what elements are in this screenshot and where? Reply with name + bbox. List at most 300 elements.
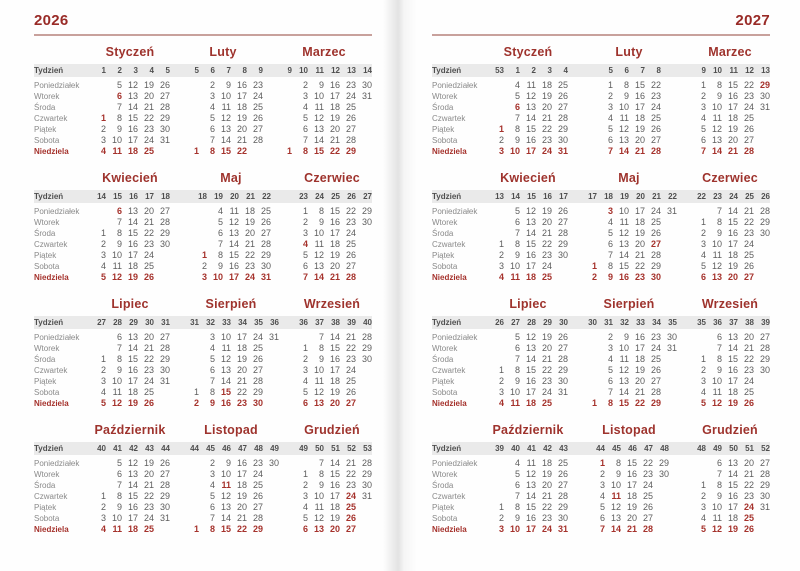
day-number: 18 [634,113,645,123]
day-number: 15 [127,113,138,123]
weekday-label: Niedziela [34,147,69,156]
weeks-area [90,190,372,203]
weekday-row [34,135,372,146]
day-number [581,332,597,343]
day-number: 29 [759,217,770,227]
day-number: 5 [599,502,605,512]
month-day-numbers [690,113,770,124]
day-number: 24 [650,343,661,353]
month-title: Maj [220,171,242,185]
day-number: 22 [143,113,154,123]
week-number: 23 [713,192,722,201]
weekday-label: Czwartek [34,114,68,123]
month-day-numbers [292,365,372,376]
day-number: 4 [100,146,106,156]
day-number: 13 [618,135,629,145]
day-number: 19 [143,458,154,468]
day-number: 20 [143,332,154,342]
day-number: 8 [716,217,722,227]
day-number [183,365,199,376]
day-number: 10 [618,343,629,353]
day-number: 14 [618,250,629,260]
day-number [154,261,170,272]
day-number: 8 [116,354,122,364]
day-number: 19 [143,80,154,90]
day-number [154,146,170,157]
quarter-row [34,45,372,157]
weekday-row [432,365,770,376]
day-number: 7 [607,250,613,260]
month-day-numbers [581,228,677,239]
day-number: 13 [228,228,239,238]
day-number: 18 [236,102,247,112]
week-number: 41 [113,444,122,453]
weekday-label: Czwartek [432,366,466,375]
week-number: 26 [495,318,504,327]
day-number [90,332,106,343]
weekday-row [432,524,770,535]
month-week-numbers [292,442,372,455]
day-number: 17 [127,513,138,523]
day-number [581,387,597,398]
weekday-row [34,491,372,502]
weekday-row [432,217,770,228]
day-number [356,376,372,387]
day-number [191,228,207,239]
day-number: 18 [329,376,340,386]
week-number: 22 [262,192,271,201]
day-number: 22 [345,469,356,479]
day-number: 6 [209,502,215,512]
day-number: 4 [514,458,520,468]
day-number: 10 [220,91,231,101]
day-number: 20 [541,217,552,227]
day-number: 7 [116,217,122,227]
weekday-row [432,332,770,343]
day-number: 31 [260,272,271,282]
day-number: 10 [711,502,722,512]
day-number: 18 [329,239,340,249]
day-number: 6 [514,102,520,112]
month-day-numbers [488,398,568,409]
day-number: 19 [329,513,340,523]
day-number: 8 [514,502,520,512]
month-day-numbers [589,480,669,491]
day-number [690,206,706,217]
days-area [488,239,770,250]
week-number: 30 [588,318,597,327]
month-day-numbers [292,513,372,524]
day-number: 14 [127,217,138,227]
day-number: 4 [607,113,613,123]
day-number: 8 [116,113,122,123]
day-number: 11 [619,217,629,227]
day-number: 6 [700,135,706,145]
day-number: 4 [209,480,215,490]
weeks-area [488,316,770,329]
weekday-row [432,102,770,113]
month-week-numbers [488,64,568,77]
day-number [356,239,372,250]
weekday-row [432,124,770,135]
month-day-numbers [183,135,263,146]
month-title: Sierpień [603,297,655,311]
day-number: 29 [159,113,170,123]
day-number: 28 [557,228,568,238]
day-number: 11 [611,491,621,501]
day-number: 21 [634,146,645,156]
day-number [653,513,669,524]
day-number: 4 [599,491,605,501]
day-number: 16 [634,332,645,342]
day-number: 27 [159,469,170,479]
day-number [90,458,106,469]
day-number: 24 [650,206,661,216]
week-number: 9 [258,66,263,75]
day-number: 1 [193,146,199,156]
day-number: 29 [252,387,263,397]
day-number: 13 [525,480,536,490]
month-week-numbers [488,442,568,455]
day-number: 30 [361,354,372,364]
months-grid [34,45,372,535]
week-number: 17 [588,192,597,201]
month-title: Lipiec [509,297,547,311]
week-number: 27 [97,318,106,327]
day-number: 27 [557,480,568,490]
month-day-numbers [690,469,770,480]
weekday-label: Wtorek [34,92,60,101]
day-number: 20 [541,480,552,490]
week-number: 2 [117,66,122,75]
day-number: 1 [193,387,199,397]
month-day-numbers [488,387,568,398]
day-number: 2 [302,80,308,90]
day-number: 8 [716,354,722,364]
day-number: 5 [700,524,706,534]
weekday-label: Sobota [34,136,60,145]
day-number: 7 [514,491,520,501]
day-number: 18 [244,206,255,216]
month-day-numbers [581,387,677,398]
day-number: 26 [159,80,170,90]
month-title: Sierpień [205,297,257,311]
day-number: 4 [217,206,223,216]
day-number [661,354,677,365]
week-number: 15 [527,192,536,201]
day-number: 27 [159,332,170,342]
week-number: 31 [161,318,170,327]
quarter-row [34,423,372,535]
day-number: 12 [711,524,722,534]
day-number: 1 [700,354,706,364]
day-number: 28 [557,491,568,501]
weeks-area [488,442,770,455]
day-number: 30 [159,365,170,375]
day-number: 27 [759,332,770,342]
day-number: 16 [525,135,536,145]
day-number: 15 [127,491,138,501]
day-number [263,343,279,354]
weekday-label: Czwartek [34,492,68,501]
day-number: 4 [498,398,504,408]
day-number [754,261,770,272]
day-number: 13 [711,135,722,145]
month-title: Grudzień [702,423,758,437]
day-number: 5 [217,217,223,227]
day-number: 4 [607,217,613,227]
day-number: 26 [557,332,568,342]
day-number: 28 [759,206,770,216]
weekday-label: Środa [432,229,454,238]
day-number: 18 [634,217,645,227]
day-number [754,387,770,398]
weekday-row [34,217,372,228]
month-day-numbers [90,80,170,91]
day-number: 5 [607,365,613,375]
month-title: Lipiec [111,297,149,311]
day-number: 7 [116,343,122,353]
day-number: 11 [112,261,122,271]
day-number: 21 [634,387,645,397]
day-number: 30 [252,398,263,408]
day-number: 6 [209,365,215,375]
day-number: 9 [615,469,621,479]
day-number: 26 [743,398,754,408]
day-number: 20 [634,376,645,386]
month-day-numbers [191,250,271,261]
day-number: 12 [313,387,324,397]
day-number: 11 [221,343,231,353]
day-number: 31 [666,343,677,353]
days-area [90,458,372,469]
day-number [183,113,199,124]
days-area [90,365,372,376]
weekday-row [34,458,372,469]
month-day-numbers [488,261,568,272]
day-number [183,91,199,102]
day-number: 6 [116,332,122,342]
day-number: 24 [143,135,154,145]
weekday-row [34,102,372,113]
week-number: 26 [761,192,770,201]
day-number: 30 [759,91,770,101]
day-number: 4 [700,513,706,523]
days-area [488,354,770,365]
day-number: 13 [313,524,324,534]
year-title: 2026 [34,12,69,29]
month-week-numbers [690,316,770,329]
day-number: 8 [514,124,520,134]
weekday-row [432,491,770,502]
month-title: Listopad [204,423,258,437]
day-number: 14 [228,239,239,249]
day-number: 17 [525,387,536,397]
day-number: 8 [116,228,122,238]
day-number: 1 [100,228,106,238]
month-day-numbers [183,365,279,376]
days-area [90,332,372,343]
day-number: 21 [143,217,154,227]
month-day-numbers [581,365,677,376]
month-day-numbers [183,387,279,398]
week-number: 46 [222,444,231,453]
day-number: 5 [302,250,308,260]
month-day-numbers [581,261,677,272]
weekday-label: Środa [34,229,56,238]
day-number: 12 [127,80,138,90]
titles-area [90,423,372,438]
days-area [90,491,372,502]
week-number: 46 [628,444,637,453]
day-number: 20 [743,332,754,342]
week-row-label: Tydzień [34,318,64,327]
day-number: 23 [143,502,154,512]
day-number: 4 [209,343,215,353]
weekday-label: Czwartek [432,240,466,249]
days-area [90,398,372,409]
day-number: 4 [514,80,520,90]
day-number: 25 [650,217,661,227]
day-number: 13 [313,124,324,134]
day-number: 10 [313,228,324,238]
day-number: 3 [100,513,106,523]
day-number: 12 [127,458,138,468]
days-area [488,491,770,502]
day-number: 16 [634,91,645,101]
day-number: 22 [345,206,356,216]
day-number: 18 [236,480,247,490]
day-number [552,398,568,409]
day-number: 11 [526,80,536,90]
day-number: 2 [100,124,106,134]
day-number [356,146,372,157]
day-number: 25 [345,502,356,512]
day-number: 21 [236,513,247,523]
day-number: 17 [329,228,340,238]
day-number: 26 [143,398,154,408]
weekday-row [432,135,770,146]
day-number: 16 [525,250,536,260]
weekday-row [432,206,770,217]
weekday-label: Środa [432,103,454,112]
day-number: 22 [345,343,356,353]
month-day-numbers [690,513,770,524]
week-number: 50 [729,444,738,453]
day-number: 29 [557,365,568,375]
day-number: 1 [498,124,504,134]
week-number: 9 [701,66,706,75]
week-number: 7 [640,66,645,75]
month-day-numbers [488,376,568,387]
month-titles-row [34,423,372,438]
day-number: 22 [634,398,645,408]
day-number: 27 [159,91,170,101]
day-number [661,398,677,409]
day-number: 29 [650,398,661,408]
days-area [90,272,372,283]
days-area [488,80,770,91]
weekday-label: Niedziela [432,273,467,282]
weekday-label: Poniedziałek [432,459,478,468]
month-title: Maj [618,171,640,185]
month-week-numbers [90,190,170,203]
day-number: 3 [302,365,308,375]
week-number: 11 [729,66,738,75]
days-area [488,513,770,524]
day-number: 25 [143,146,154,156]
week-number: 37 [729,318,738,327]
month-day-numbers [292,250,372,261]
day-number: 17 [727,239,738,249]
day-number: 1 [607,80,613,90]
month-title: Wrzesień [303,297,361,311]
month-day-numbers [690,502,770,513]
days-area [90,354,372,365]
weekday-row [34,398,372,409]
day-number [356,502,372,513]
weekday-label: Niedziela [34,525,69,534]
weekday-row [34,502,372,513]
day-number [581,206,597,217]
day-number: 25 [650,113,661,123]
day-number: 4 [302,376,308,386]
day-number: 22 [143,354,154,364]
day-number: 6 [700,272,706,282]
month-day-numbers [488,228,568,239]
weekday-label: Niedziela [34,399,69,408]
day-number: 8 [209,524,215,534]
day-number: 31 [268,332,279,342]
week-number: 36 [299,318,308,327]
weekday-row [34,113,372,124]
day-number: 9 [623,332,629,342]
day-number: 3 [599,480,605,490]
day-number: 8 [607,261,613,271]
week-number: 51 [331,444,340,453]
month-day-numbers [90,113,170,124]
weekday-label: Poniedziałek [432,333,478,342]
week-row-label: Tydzień [432,66,462,75]
day-number: 5 [100,398,106,408]
day-number: 18 [727,250,738,260]
week-header-row [34,190,372,203]
day-number: 27 [345,398,356,408]
month-day-numbers [191,217,271,228]
month-title: Styczeń [105,45,155,59]
day-number [356,135,372,146]
day-number: 16 [525,376,536,386]
day-number: 7 [716,469,722,479]
day-number: 30 [557,135,568,145]
day-number: 25 [541,398,552,408]
day-number: 1 [201,250,207,260]
day-number: 13 [711,272,722,282]
quarter-row [432,45,770,157]
weekday-label: Piątek [34,377,57,386]
week-number: 30 [559,318,568,327]
days-area [90,206,372,217]
month-week-numbers [191,190,271,203]
day-number: 28 [759,343,770,353]
week-number: 45 [612,444,621,453]
day-number: 28 [345,135,356,145]
week-number: 41 [527,444,536,453]
month-day-numbers [183,146,263,157]
day-number: 10 [509,387,520,397]
day-number: 27 [252,124,263,134]
days-area [90,102,372,113]
